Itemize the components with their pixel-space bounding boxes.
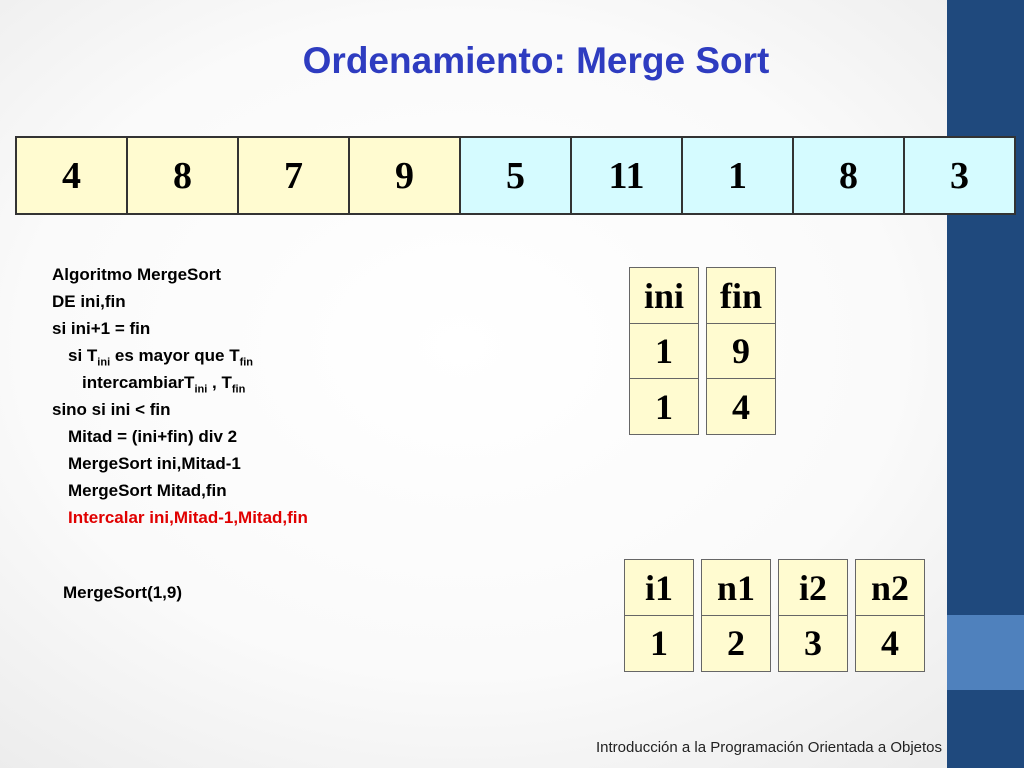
algorithm-pseudocode bbox=[52, 261, 308, 531]
array-cell: 3 bbox=[903, 136, 1016, 215]
algo-line: MergeSort ini,Mitad-1 bbox=[68, 454, 241, 473]
var-n2-stack bbox=[855, 559, 925, 672]
var-value: 4 bbox=[855, 615, 925, 672]
var-header-n1: n1 bbox=[701, 559, 771, 616]
algo-line: sino si ini < fin bbox=[52, 400, 171, 419]
var-value: 4 bbox=[706, 378, 776, 435]
array-cell: 8 bbox=[792, 136, 905, 215]
var-header-n2: n2 bbox=[855, 559, 925, 616]
var-header-i2: i2 bbox=[778, 559, 848, 616]
algo-line: intercambiarT$_{ini}$ , $T_{fin}$ bbox=[82, 373, 246, 396]
array-cell: 1 bbox=[681, 136, 794, 215]
var-value: 1 bbox=[624, 615, 694, 672]
var-value: 1 bbox=[629, 323, 699, 380]
array-cell: 5 bbox=[459, 136, 572, 215]
var-n1-stack bbox=[701, 559, 771, 672]
var-value: 2 bbox=[701, 615, 771, 672]
array-cell: 4 bbox=[15, 136, 128, 215]
slide-title: Ordenamiento: Merge Sort bbox=[302, 40, 770, 81]
algo-line: si $T_{ini}$ es mayor que $T_{fin}$ bbox=[68, 346, 254, 369]
function-call: MergeSort(1,9) bbox=[63, 583, 183, 602]
var-i1-stack bbox=[624, 559, 694, 672]
var-header-ini: ini bbox=[629, 267, 699, 324]
var-ini-stack bbox=[629, 267, 699, 435]
sidebar-decoration-light bbox=[947, 615, 1024, 690]
algo-line-highlighted: Intercalar ini,Mitad-1,Mitad,fin bbox=[68, 508, 308, 527]
array-row bbox=[15, 136, 1016, 215]
algo-line: Algoritmo MergeSort bbox=[52, 265, 222, 284]
algo-line: Mitad = (ini+fin) div 2 bbox=[68, 427, 238, 446]
array-cell: 11 bbox=[570, 136, 683, 215]
var-header-i1: i1 bbox=[624, 559, 694, 616]
var-value: 3 bbox=[778, 615, 848, 672]
var-i2-stack bbox=[778, 559, 848, 672]
slide-footer: Introducción a la Programación Orientada a Objetos bbox=[596, 739, 943, 756]
array-cell: 8 bbox=[126, 136, 239, 215]
algo-line: MergeSort Mitad,fin bbox=[68, 481, 227, 500]
array-cell: 9 bbox=[348, 136, 461, 215]
var-fin-stack bbox=[706, 267, 776, 435]
var-value: 9 bbox=[706, 323, 776, 380]
array-cell: 7 bbox=[237, 136, 350, 215]
sidebar-decoration-bottom bbox=[947, 690, 1024, 768]
algo-line: DE ini,fin bbox=[52, 292, 126, 311]
var-value: 1 bbox=[629, 378, 699, 435]
sidebar-decoration-dark bbox=[947, 0, 1024, 615]
var-header-fin: fin bbox=[706, 267, 776, 324]
algo-line: si ini+1 = fin bbox=[52, 319, 151, 338]
